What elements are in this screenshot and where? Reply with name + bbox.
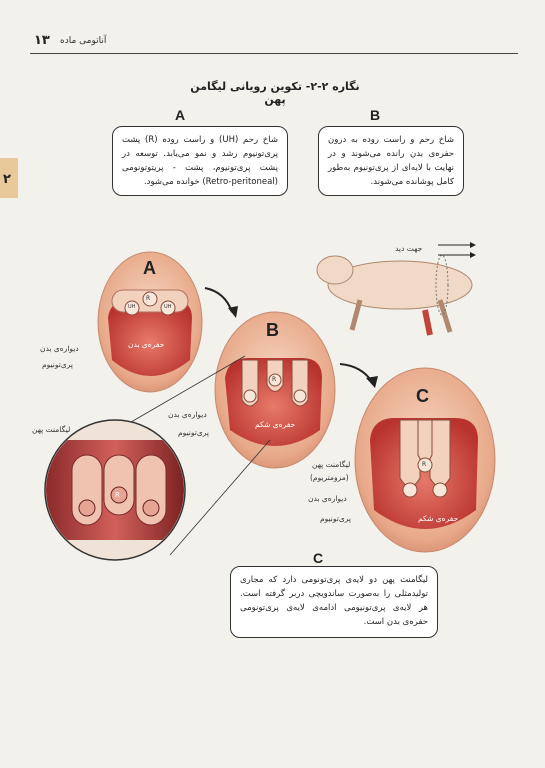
- stage-b-wall-label: دیواره‌ی بدن: [168, 410, 207, 419]
- stage-c-illustration: [355, 368, 495, 552]
- inset-r-mark: R: [115, 491, 120, 499]
- stage-c-ligament-label: لیگامنت پهن: [312, 460, 351, 469]
- inset-magnified-view: [45, 420, 185, 560]
- stage-a-illustration: [98, 252, 202, 392]
- stage-b-cavity-label: حفره‌ی شکم: [255, 420, 296, 429]
- stage-a-uh-mark: UH: [128, 304, 136, 310]
- stage-c-cavity-label: حفره‌ی شکم: [418, 514, 459, 523]
- stage-a-wall-label: دیواره‌ی بدن: [40, 344, 79, 353]
- section-b-caption: شاخ رحم و راست روده به درون حفره‌ی بدن رانده می‌شوند و در نهایت با لایه‌ای از پری‌تونیوم به‌طور کامل پوشانده می‌شوند.: [318, 126, 464, 196]
- section-a-caption: شاخ رحم (UH) و راست روده (R) پشت پری‌تونیوم رشد و نمو می‌یابد. توسعه در پشت پری‌تونیوم، پشت - پریتوتونومی (Retro-peritoneal) خوانده می‌شود.: [112, 126, 288, 196]
- section-a-letter: A: [175, 107, 186, 123]
- stage-a-letter: A: [143, 258, 156, 278]
- stage-b-peritoneum-label: پری‌تونیوم: [178, 428, 209, 437]
- stage-a-r-mark: R: [146, 295, 151, 302]
- stage-c-letter: C: [416, 386, 429, 406]
- inset-ligament-label: لیگامنت پهن: [32, 425, 71, 434]
- arrow-a-to-b: [205, 288, 232, 312]
- section-c-caption: لیگامنت پهن دو لایه‌ی پری‌تونومی دارد که مجاری تولیدمثلی را به‌صورت ساندویچی دربر گرفته است. هر لایه‌ی پری‌تونیومی ادامه‌ی لایه‌ی پری‌تونومی حفره‌ی بدن است.: [230, 566, 438, 638]
- view-direction-label: جهت دید: [395, 244, 423, 253]
- stage-a-uh-mark-2: UH: [164, 304, 172, 310]
- section-c-letter: C: [313, 550, 324, 566]
- stage-b-r-mark: R: [272, 376, 277, 383]
- stage-a-cavity-label: حفره‌ی بدن: [128, 340, 165, 349]
- stage-a-peritoneum-label: پری‌تونیوم: [42, 360, 73, 369]
- chapter-number: ۲: [3, 172, 11, 187]
- stage-b-letter: B: [266, 320, 279, 340]
- stage-c-wall-label: دیواره‌ی بدن: [308, 494, 347, 503]
- running-head: آناتومی ماده: [60, 36, 107, 46]
- figure-title: نگاره ۲-۲- تکوین رویانی لیگامن پهن: [190, 80, 360, 106]
- page-number: ۱۳: [34, 33, 50, 48]
- stage-c-mesometrium-label: (مزومتریوم): [310, 473, 349, 482]
- stage-c-peritoneum-label: پری‌تونیوم: [320, 514, 351, 523]
- stage-c-r-mark: R: [422, 461, 427, 468]
- stage-b-illustration: [215, 312, 335, 468]
- section-b-letter: B: [370, 107, 381, 123]
- cow-sketch: [317, 242, 476, 335]
